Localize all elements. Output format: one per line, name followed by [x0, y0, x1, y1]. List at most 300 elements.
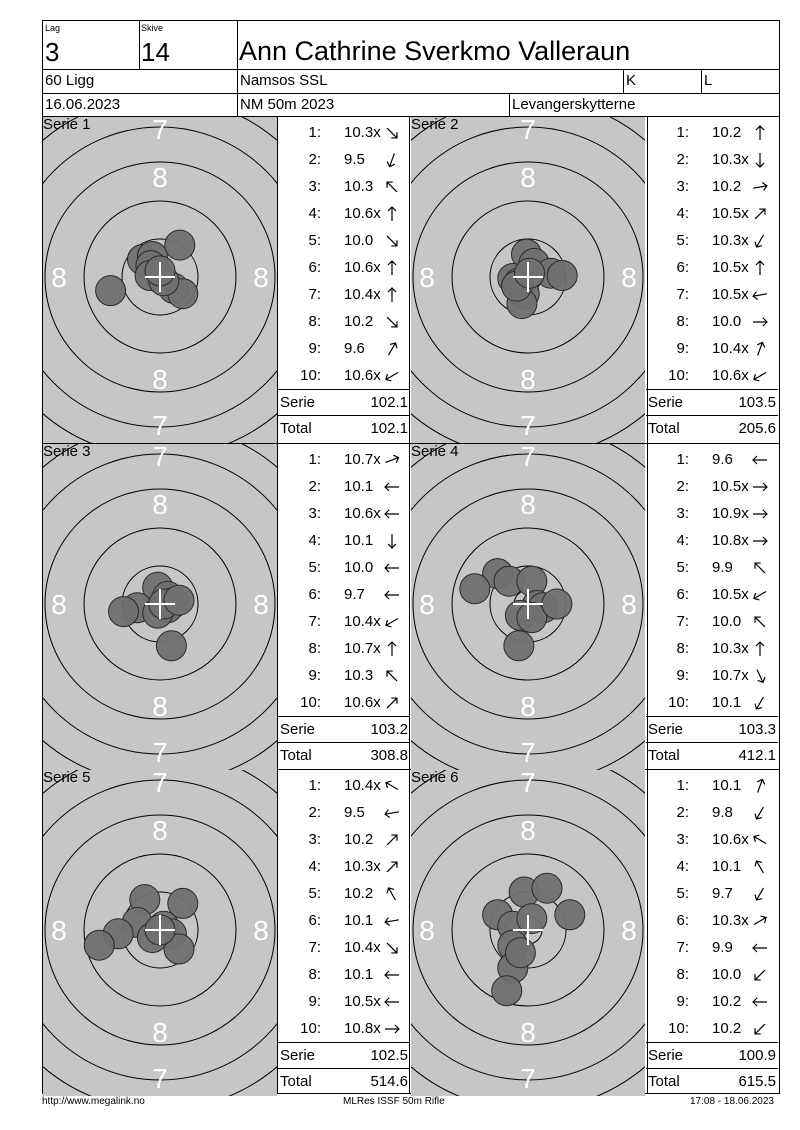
shot-score: 10.4x [344, 613, 381, 630]
shot-row [278, 1015, 410, 1042]
shot-number: 3: [676, 505, 689, 522]
shot-score: 9.7 [712, 885, 733, 902]
shot-list-series-5 [278, 770, 410, 1096]
shot-impact-6 [547, 260, 577, 290]
shot-row [278, 988, 410, 1015]
shot-score: 10.3 [344, 178, 374, 195]
ring-number-label: 8 [51, 589, 67, 620]
footer-timestamp: 17:08 - 18.06.2023 [690, 1096, 774, 1107]
serie-sum-row-label: Serie [648, 721, 684, 738]
shot-direction-arrow-icon [384, 125, 400, 141]
shot-row [646, 446, 778, 473]
ring-number-label: 7 [152, 770, 168, 798]
ring-number-label: 8 [419, 915, 435, 946]
shot-row [646, 581, 778, 608]
ring-number-label: 7 [520, 410, 536, 441]
shot-score: 10.2 [712, 993, 742, 1010]
shot-list-series-6 [646, 770, 778, 1096]
shot-row [646, 853, 778, 880]
ring-number-label: 8 [520, 815, 536, 846]
ring-number-label: 8 [520, 489, 536, 520]
shot-score: 10.3x [712, 232, 749, 249]
shot-direction-arrow-icon [752, 641, 768, 657]
running-total-row-label: Total [648, 420, 680, 437]
shooter-name: Ann Cathrine Sverkmo Valleraun [239, 36, 631, 66]
serie-sum-row-label: Serie [280, 721, 316, 738]
shot-direction-arrow-icon [384, 260, 400, 276]
shot-row [278, 500, 410, 527]
shot-direction-arrow-icon [752, 886, 768, 902]
shot-direction-arrow-icon [384, 368, 400, 384]
skive-value: 14 [141, 39, 170, 65]
lag-label: Lag [45, 23, 61, 33]
shot-direction-arrow-icon [752, 179, 768, 195]
lag-value: 3 [45, 39, 60, 65]
shot-direction-arrow-icon [752, 967, 768, 983]
shot-number: 5: [308, 559, 321, 576]
serie-sum-row-value: 102.1 [370, 394, 408, 411]
shot-score: 10.1 [344, 532, 374, 549]
shot-number: 9: [308, 667, 321, 684]
shot-row [646, 880, 778, 907]
shot-score: 10.7x [344, 640, 381, 657]
shot-score: 10.1 [344, 912, 374, 929]
shot-score: 10.0 [712, 966, 742, 983]
target-series-6 [411, 770, 645, 1096]
shot-impact-3 [555, 900, 585, 930]
shot-direction-arrow-icon [752, 805, 768, 821]
shot-direction-arrow-icon [384, 859, 400, 875]
shot-direction-arrow-icon [752, 206, 768, 222]
ring-number-label: 8 [253, 262, 269, 293]
shot-row [278, 689, 410, 716]
shot-score: 10.2 [712, 1020, 742, 1037]
ring-number-label: 8 [520, 691, 536, 722]
shot-number: 6: [676, 259, 689, 276]
shot-row [646, 826, 778, 853]
ring-number-label: 7 [152, 410, 168, 441]
running-total-row-value: 308.8 [370, 747, 408, 764]
shot-row [278, 227, 410, 254]
skive-label: Skive [141, 23, 164, 33]
shot-score: 10.6x [712, 367, 749, 384]
shot-number: 8: [308, 313, 321, 330]
shot-row [646, 308, 778, 335]
shot-number: 2: [676, 478, 689, 495]
shot-score: 10.5x [712, 586, 749, 603]
shot-row [646, 500, 778, 527]
shot-direction-arrow-icon [384, 452, 400, 468]
shot-number: 5: [308, 232, 321, 249]
shot-row [646, 799, 778, 826]
serie-sum-row [646, 1043, 778, 1069]
shot-row [646, 961, 778, 988]
serie-title: Serie 2 [411, 117, 459, 133]
shot-number: 10: [300, 367, 321, 384]
shot-score: 10.7x [344, 451, 381, 468]
class-label: 60 Ligg [45, 72, 95, 89]
shot-score: 10.2 [344, 313, 374, 330]
running-total-row-value: 615.5 [738, 1073, 776, 1090]
shot-direction-arrow-icon [384, 479, 400, 495]
shot-row [646, 608, 778, 635]
shot-row [278, 662, 410, 689]
shot-score: 10.5x [712, 286, 749, 303]
running-total-row [278, 416, 410, 442]
shot-number: 7: [676, 286, 689, 303]
shot-number: 4: [676, 532, 689, 549]
shot-number: 3: [676, 178, 689, 195]
shot-score: 10.7x [712, 667, 749, 684]
ring-number-label: 8 [621, 915, 637, 946]
shot-number: 10: [668, 694, 689, 711]
ring-number-label: 8 [419, 589, 435, 620]
shot-number: 7: [676, 613, 689, 630]
target-series-3 [43, 444, 277, 770]
shot-number: 6: [676, 586, 689, 603]
shot-row [646, 988, 778, 1015]
shot-score: 10.9x [712, 505, 749, 522]
shot-direction-arrow-icon [752, 778, 768, 794]
shot-number: 9: [676, 993, 689, 1010]
target-face [43, 117, 277, 443]
shot-list-series-2 [646, 117, 778, 443]
shot-score: 10.5x [712, 205, 749, 222]
target-face [411, 117, 645, 443]
shot-impact-4 [96, 276, 126, 306]
running-total-row-value: 514.6 [370, 1073, 408, 1090]
ring-number-label: 8 [520, 364, 536, 395]
shot-score: 10.2 [344, 885, 374, 902]
running-total-row-label: Total [648, 747, 680, 764]
shot-row [646, 227, 778, 254]
ring-number-label: 8 [621, 589, 637, 620]
shot-row [646, 173, 778, 200]
shot-score: 10.1 [344, 966, 374, 983]
shot-score: 10.3x [344, 124, 381, 141]
shot-direction-arrow-icon [752, 560, 768, 576]
footer-url: http://www.megalink.no [42, 1096, 145, 1107]
shot-number: 5: [676, 232, 689, 249]
shot-direction-arrow-icon [752, 1021, 768, 1037]
shot-score: 10.0 [712, 313, 742, 330]
shot-number: 3: [676, 831, 689, 848]
serie-title: Serie 6 [411, 770, 459, 786]
shot-number: 7: [676, 939, 689, 956]
shot-score: 10.5x [712, 478, 749, 495]
running-total-row-value: 205.6 [738, 420, 776, 437]
serie-sum-row-label: Serie [280, 394, 316, 411]
k-label: K [626, 72, 637, 89]
shot-direction-arrow-icon [384, 152, 400, 168]
shot-impact-6 [109, 597, 139, 627]
shot-row [278, 880, 410, 907]
shot-number: 7: [308, 286, 321, 303]
shot-direction-arrow-icon [384, 179, 400, 195]
shot-direction-arrow-icon [384, 341, 400, 357]
result-card [42, 20, 780, 1094]
serie-sum-row [646, 717, 778, 743]
shot-score: 9.9 [712, 939, 733, 956]
ring-number-label: 8 [419, 262, 435, 293]
ring-number-label: 7 [152, 737, 168, 768]
shot-score: 9.6 [344, 340, 365, 357]
shot-row [278, 146, 410, 173]
target-series-1 [43, 117, 277, 443]
shot-row [278, 772, 410, 799]
shot-row [646, 146, 778, 173]
shot-number: 3: [308, 831, 321, 848]
shot-number: 8: [308, 966, 321, 983]
shot-row [278, 961, 410, 988]
running-total-row-value: 412.1 [738, 747, 776, 764]
shot-direction-arrow-icon [752, 314, 768, 330]
ring-number-label: 8 [152, 162, 168, 193]
target-face [43, 770, 277, 1096]
ring-number-label: 8 [152, 815, 168, 846]
serie-sum-row-label: Serie [648, 1047, 684, 1064]
running-total-row [278, 743, 410, 769]
shot-impact-9 [156, 631, 186, 661]
shot-score: 10.6x [344, 259, 381, 276]
shot-direction-arrow-icon [752, 506, 768, 522]
running-total-row-label: Total [280, 1073, 312, 1090]
shot-row [646, 772, 778, 799]
shot-impact-8 [504, 631, 534, 661]
shot-row [278, 907, 410, 934]
shot-direction-arrow-icon [384, 560, 400, 576]
serie-title: Serie 5 [43, 770, 91, 786]
ring-number-label: 8 [253, 915, 269, 946]
shot-score: 10.6x [344, 505, 381, 522]
shot-number: 5: [676, 559, 689, 576]
shot-score: 10.1 [344, 478, 374, 495]
shot-number: 8: [676, 966, 689, 983]
serie-title: Serie 3 [43, 444, 91, 460]
shot-direction-arrow-icon [384, 832, 400, 848]
shot-direction-arrow-icon [752, 260, 768, 276]
serie-sum-row [278, 717, 410, 743]
shot-number: 1: [676, 124, 689, 141]
shot-row [646, 527, 778, 554]
shot-row [278, 934, 410, 961]
shot-number: 2: [308, 478, 321, 495]
ring-number-label: 7 [520, 737, 536, 768]
shot-number: 5: [308, 885, 321, 902]
shot-direction-arrow-icon [384, 913, 400, 929]
shot-direction-arrow-icon [384, 614, 400, 630]
shot-direction-arrow-icon [384, 587, 400, 603]
running-total-row [646, 743, 778, 769]
shot-score: 10.6x [344, 205, 381, 222]
shot-row [646, 907, 778, 934]
shot-direction-arrow-icon [752, 913, 768, 929]
shot-score: 10.8x [712, 532, 749, 549]
shot-row [646, 635, 778, 662]
shot-score: 10.2 [344, 831, 374, 848]
target-face [43, 444, 277, 770]
shot-score: 10.4x [344, 939, 381, 956]
shot-score: 10.0 [344, 559, 374, 576]
shot-impact-9 [492, 976, 522, 1006]
shot-number: 10: [668, 367, 689, 384]
serie-sum-row-value: 102.5 [370, 1047, 408, 1064]
running-total-row-label: Total [280, 420, 312, 437]
shot-row [278, 362, 410, 389]
shot-row [278, 119, 410, 146]
running-total-row-label: Total [280, 747, 312, 764]
ring-number-label: 7 [152, 117, 168, 145]
shot-number: 3: [308, 178, 321, 195]
ring-number-label: 8 [152, 1017, 168, 1048]
shot-score: 10.3x [712, 912, 749, 929]
shot-number: 6: [308, 586, 321, 603]
shot-number: 6: [308, 912, 321, 929]
shot-score: 10.4x [344, 286, 381, 303]
ring-number-label: 8 [152, 489, 168, 520]
shot-number: 5: [676, 885, 689, 902]
shot-direction-arrow-icon [384, 206, 400, 222]
shot-row [278, 281, 410, 308]
shot-impact-10 [542, 589, 572, 619]
shot-score: 10.1 [712, 777, 742, 794]
footer-program: MLRes ISSF 50m Rifle [343, 1096, 445, 1107]
shot-row [278, 853, 410, 880]
shot-number: 10: [300, 694, 321, 711]
shot-number: 4: [308, 532, 321, 549]
shot-score: 10.6x [712, 831, 749, 848]
shot-direction-arrow-icon [384, 940, 400, 956]
shot-score: 10.2 [712, 124, 742, 141]
shot-impact-10 [515, 258, 545, 288]
shot-number: 1: [308, 124, 321, 141]
serie-sum-row-label: Serie [648, 394, 684, 411]
shot-direction-arrow-icon [384, 1021, 400, 1037]
shot-row [278, 635, 410, 662]
shot-impact-10 [505, 938, 535, 968]
shot-number: 10: [300, 1020, 321, 1037]
shot-row [278, 473, 410, 500]
shot-row [646, 362, 778, 389]
shot-number: 3: [308, 505, 321, 522]
shot-direction-arrow-icon [384, 506, 400, 522]
shot-impact-2 [532, 873, 562, 903]
shot-direction-arrow-icon [752, 832, 768, 848]
ring-number-label: 7 [520, 1063, 536, 1094]
running-total-row [278, 1069, 410, 1095]
shot-row [646, 254, 778, 281]
shot-direction-arrow-icon [752, 695, 768, 711]
shot-row [646, 554, 778, 581]
shot-row [278, 308, 410, 335]
shot-list-series-4 [646, 444, 778, 770]
shot-score: 9.8 [712, 804, 733, 821]
shot-row [278, 527, 410, 554]
shot-direction-arrow-icon [384, 805, 400, 821]
shot-impact-5 [84, 930, 114, 960]
shot-row [278, 799, 410, 826]
running-total-row [646, 1069, 778, 1095]
shot-score: 9.5 [344, 151, 365, 168]
shot-score: 10.0 [712, 613, 742, 630]
event-date: 16.06.2023 [45, 96, 121, 113]
serie-sum-row-value: 100.9 [738, 1047, 776, 1064]
ring-number-label: 8 [152, 364, 168, 395]
shot-number: 4: [676, 205, 689, 222]
shot-number: 9: [676, 667, 689, 684]
shot-number: 1: [308, 777, 321, 794]
shot-direction-arrow-icon [752, 341, 768, 357]
shot-number: 8: [676, 313, 689, 330]
shot-row [278, 608, 410, 635]
shot-score: 10.1 [712, 858, 742, 875]
shot-row [646, 1015, 778, 1042]
shot-impact-10 [164, 585, 194, 615]
running-total-row-label: Total [648, 1073, 680, 1090]
shot-direction-arrow-icon [384, 778, 400, 794]
shot-direction-arrow-icon [752, 994, 768, 1010]
serie-sum-row-label: Serie [280, 1047, 316, 1064]
ring-number-label: 8 [51, 915, 67, 946]
shot-row [646, 934, 778, 961]
shot-direction-arrow-icon [384, 533, 400, 549]
shot-number: 7: [308, 939, 321, 956]
shot-direction-arrow-icon [384, 233, 400, 249]
shot-number: 2: [308, 804, 321, 821]
event-name: NM 50m 2023 [240, 96, 335, 113]
shot-score: 10.2 [712, 178, 742, 195]
shot-direction-arrow-icon [752, 533, 768, 549]
l-label: L [704, 72, 713, 89]
ring-number-label: 8 [520, 162, 536, 193]
ring-number-label: 7 [152, 444, 168, 472]
shot-score: 10.1 [712, 694, 742, 711]
shot-row [278, 254, 410, 281]
shot-score: 10.5x [344, 993, 381, 1010]
ring-number-label: 8 [253, 589, 269, 620]
serie-sum-row [278, 390, 410, 416]
shot-impact-3 [165, 230, 195, 260]
shot-row [278, 581, 410, 608]
running-total-row-value: 102.1 [370, 420, 408, 437]
serie-sum-row [646, 390, 778, 416]
shot-number: 6: [676, 912, 689, 929]
shot-score: 10.3 [344, 667, 374, 684]
target-series-5 [43, 770, 277, 1096]
shot-row [646, 662, 778, 689]
shot-direction-arrow-icon [384, 668, 400, 684]
shot-row [646, 335, 778, 362]
ring-number-label: 7 [520, 444, 536, 472]
shot-row [278, 173, 410, 200]
shot-score: 9.5 [344, 804, 365, 821]
shot-direction-arrow-icon [384, 695, 400, 711]
shot-score: 10.3x [712, 151, 749, 168]
shot-direction-arrow-icon [752, 452, 768, 468]
shot-number: 9: [308, 993, 321, 1010]
serie-sum-row-value: 103.5 [738, 394, 776, 411]
shot-direction-arrow-icon [384, 886, 400, 902]
shot-direction-arrow-icon [752, 587, 768, 603]
ring-number-label: 8 [152, 691, 168, 722]
serie-title: Serie 1 [43, 117, 91, 133]
shot-direction-arrow-icon [384, 314, 400, 330]
shot-direction-arrow-icon [752, 668, 768, 684]
serie-sum-row-value: 103.3 [738, 721, 776, 738]
shot-direction-arrow-icon [384, 967, 400, 983]
shot-direction-arrow-icon [752, 940, 768, 956]
shot-number: 9: [308, 340, 321, 357]
